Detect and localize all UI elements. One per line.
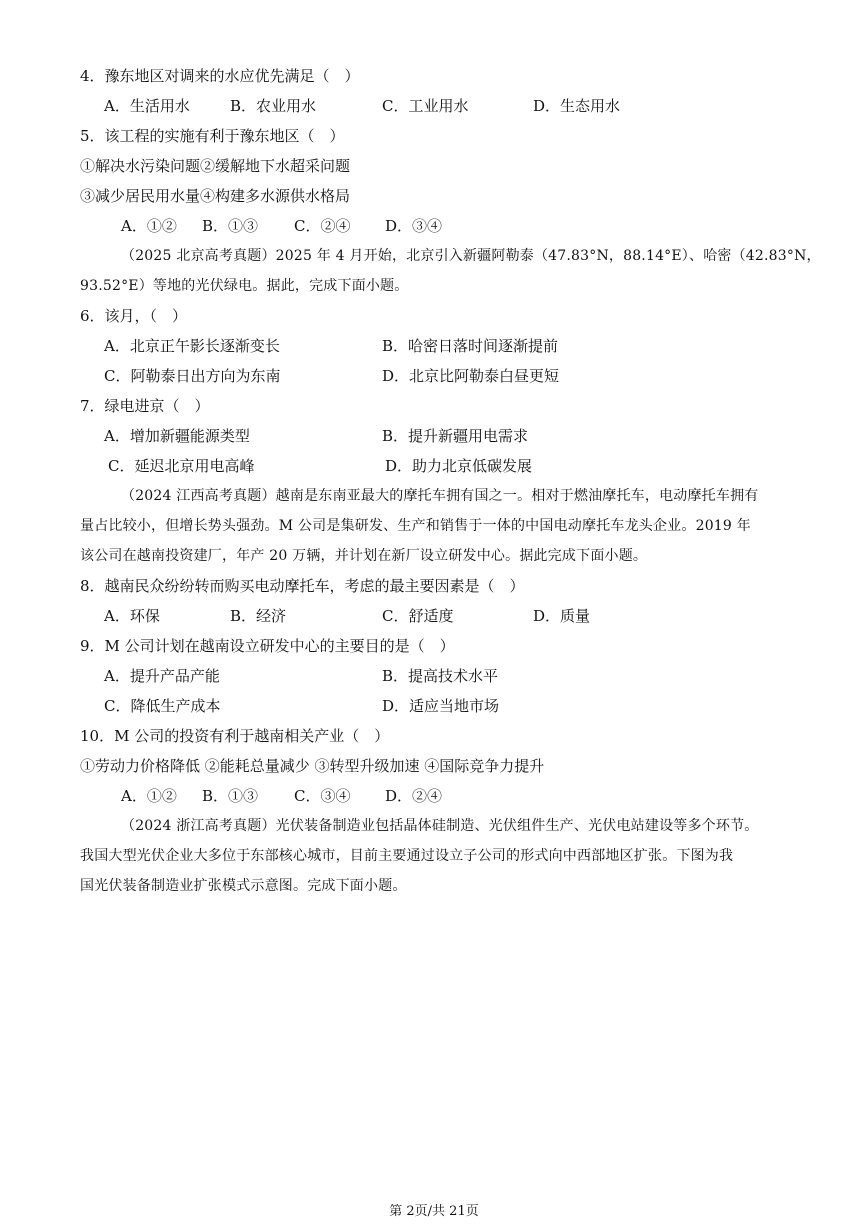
question-9-stem: 9．M 公司计划在越南设立研发中心的主要目的是（ ） <box>80 637 455 655</box>
q5-option-d: D．③④ <box>385 217 443 235</box>
q4-option-a: A．生活用水 <box>104 97 190 115</box>
q5-option-a: A．①② <box>121 217 177 235</box>
passage-2-line-3: 该公司在越南投资建厂，年产 20 万辆，并计划在新厂设立研发中心。据此完成下面小题。 <box>80 548 648 564</box>
q5-items-line-1: ①解决水污染问题②缓解地下水超采问题 <box>80 157 351 175</box>
q5-option-c: C．②④ <box>294 217 351 235</box>
q5-items-line-2: ③减少居民用水量④构建多水源供水格局 <box>80 187 351 205</box>
passage-3-line-1: （2024 浙江高考真题）光伏装备制造业包括晶体硅制造、光伏组件生产、光伏电站建设等多个环节。 <box>121 818 759 834</box>
passage-3-line-2: 我国大型光伏企业大多位于东部核心城市，目前主要通过设立子公司的形式向中西部地区扩张。下图为我 <box>80 848 734 864</box>
passage-1-line-1: （2025 北京高考真题）2025 年 4 月开始，北京引入新疆阿勒泰（47.83°N，88.14°E）、哈密（42.83°N， <box>121 248 821 264</box>
q6-option-b: B．哈密日落时间逐渐提前 <box>382 337 559 355</box>
q7-option-d: D．助力北京低碳发展 <box>385 457 533 475</box>
q8-option-b: B．经济 <box>230 607 287 625</box>
q6-option-a: A．北京正午影长逐渐变长 <box>104 337 280 355</box>
q8-option-a: A．环保 <box>104 607 160 625</box>
q10-option-d: D．②④ <box>385 787 443 805</box>
passage-2-line-2: 量占比较小，但增长势头强劲。M 公司是集研发、生产和销售于一体的中国电动摩托车龙头企业。2019 年 <box>80 518 751 534</box>
q9-option-a: A．提升产品产能 <box>104 667 220 685</box>
q9-option-c: C．降低生产成本 <box>104 697 221 715</box>
q8-option-d: D．质量 <box>533 607 591 625</box>
question-7-stem: 7．绿电进京（ ） <box>80 397 210 415</box>
q10-option-c: C．③④ <box>294 787 351 805</box>
question-4-stem: 4．豫东地区对调来的水应优先满足（ ） <box>80 67 360 85</box>
question-10-stem: 10．M 公司的投资有利于越南相关产业（ ） <box>80 727 390 745</box>
q10-items: ①劳动力价格降低 ②能耗总量减少 ③转型升级加速 ④国际竞争力提升 <box>80 757 545 775</box>
page-number-footer: 第 2页/共 21页 <box>389 1204 479 1219</box>
q10-option-a: A．①② <box>121 787 177 805</box>
q6-option-d: D．北京比阿勒泰白昼更短 <box>382 367 560 385</box>
q8-option-c: C．舒适度 <box>382 607 454 625</box>
question-8-stem: 8．越南民众纷纷转而购买电动摩托车，考虑的最主要因素是（ ） <box>80 577 525 595</box>
q4-option-b: B．农业用水 <box>230 97 317 115</box>
q7-option-b: B．提升新疆用电需求 <box>382 427 529 445</box>
q4-option-c: C．工业用水 <box>382 97 469 115</box>
passage-2-line-1: （2024 江西高考真题）越南是东南亚最大的摩托车拥有国之一。相对于燃油摩托车，电动摩托车拥有 <box>121 488 759 504</box>
q10-option-b: B．①③ <box>202 787 259 805</box>
q5-option-b: B．①③ <box>202 217 259 235</box>
q9-option-d: D．适应当地市场 <box>382 697 500 715</box>
q7-option-c: C．延迟北京用电高峰 <box>108 457 255 475</box>
passage-1-line-2: 93.52°E）等地的光伏绿电。据此，完成下面小题。 <box>80 278 409 294</box>
question-6-stem: 6．该月，（ ） <box>80 307 188 325</box>
q6-option-c: C．阿勒泰日出方向为东南 <box>104 367 281 385</box>
question-5-stem: 5．该工程的实施有利于豫东地区（ ） <box>80 127 345 145</box>
q4-option-d: D．生态用水 <box>533 97 621 115</box>
q9-option-b: B．提高技术水平 <box>382 667 499 685</box>
q7-option-a: A．增加新疆能源类型 <box>104 427 250 445</box>
passage-3-line-3: 国光伏装备制造业扩张模式示意图。完成下面小题。 <box>80 878 407 894</box>
